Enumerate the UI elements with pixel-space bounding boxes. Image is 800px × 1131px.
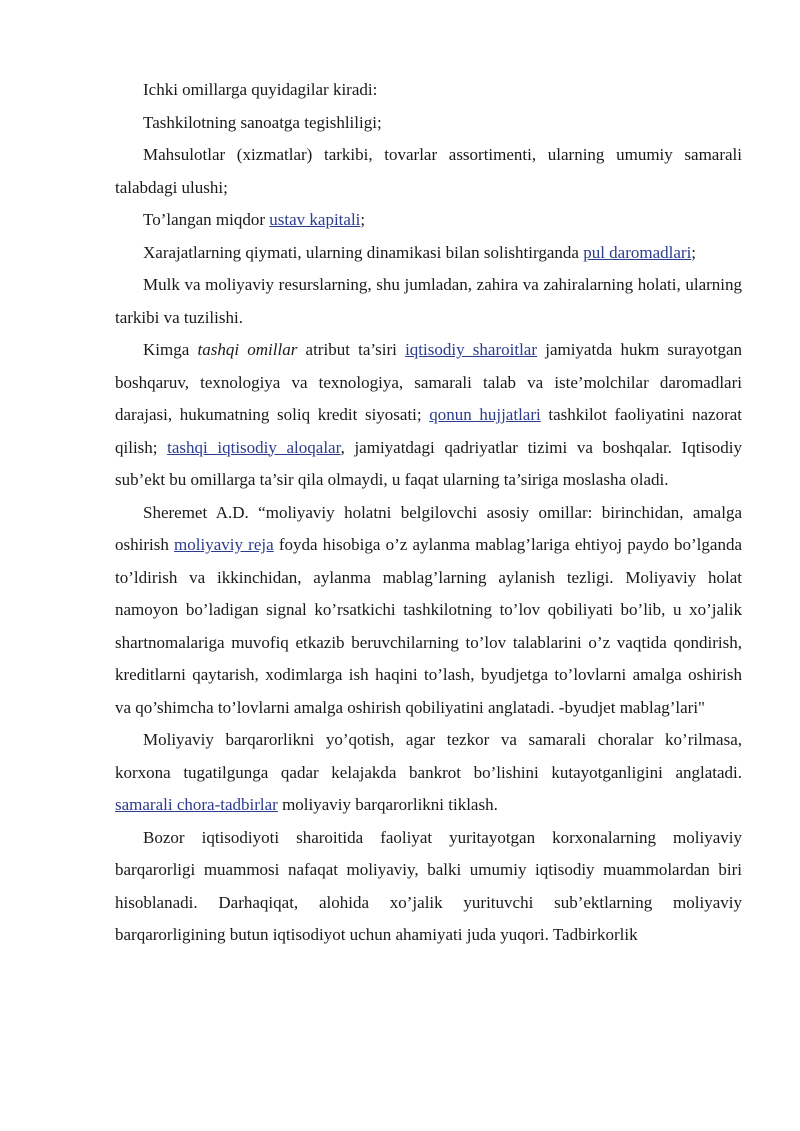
paragraph-products: Mahsulotlar (xizmatlar) tarkibi, tovarlar assortimenti, ularning umumiy samarali talabdagi ulushi;	[115, 145, 742, 197]
paragraph-external-factors	[115, 334, 742, 497]
paragraph-capital	[115, 204, 742, 237]
document-page	[115, 74, 742, 952]
text-segment: ;	[691, 242, 697, 262]
text-segment: jamiyatda hukm surayotgan boshqaruv, texnologiya va texnologiya, samarali talab va iste’molchilar daromadlari darajasi, hukumatning soliq kredit siyosati;	[115, 340, 742, 424]
text-segment: tashkilot faoliyatini nazorat qilish;	[115, 405, 742, 457]
link-iqtisodiy-sharoitlar[interactable]: iqtisodiy sharoitlar	[405, 340, 537, 359]
link-tashqi-iqtisodiy-aloqalar[interactable]: tashqi iqtisodiy aloqalar	[167, 437, 341, 457]
text-segment: Xarajatlarning qiymati, ularning dinamikasi bilan solishtirganda	[143, 242, 584, 262]
paragraph-property: Mulk va moliyaviy resurslarning, shu jumladan, zahira va zahiralarning holati, ularning tarkibi va tuzilishi.	[115, 275, 742, 327]
text-segment: Moliyaviy barqarorlikni yo’qotish, agar tezkor va samarali choralar ko’rilmasa, korxona tugatilgunga qadar kelajakda bankrot bo’lishini kutayotganligini anglatadi.	[115, 730, 742, 782]
text-segment: foyda hisobiga o’z aylanma mablag’lariga ehtiyoj paydo bo’lganda to’ldirish va ikkinchidan, aylanma mablag’larning aylanish tezligi. Moliyaviy holat namoyon bo’ladigan signal ko’rsatkichi tashkilotning to’lov qobiliyati bo’lib, u xo’jalik shartnomalariga muvofiq etkazib beruvchilarning to’lov talablarini o’z vaqtida qondirish, kreditlarni qaytarish, xodimlarga ish haqini to’lash, byudjetga to’lovlarni amalga oshirish va qo’shimcha to’lovlarni amalga oshirish qobiliyatini anglatadi. -byudjet mablag’lari"	[115, 535, 742, 717]
paragraph-market-economy: Bozor iqtisodiyoti sharoitida faoliyat yuritayotgan korxonalarning moliyaviy barqarorligi muammosi nafaqat moliyaviy, balki umumiy iqtisodiy muammolardan biri hisoblanadi. Darhaqiqat, alohida xo’jalik yurituvchi sub’ektlarning moliyaviy barqarorligining butun iqtisodiyot uchun ahamiyati juda yuqori. Tadbirkorlik	[115, 827, 742, 944]
text-segment: ;	[360, 210, 366, 229]
emphasis-external-factors: tashqi omillar	[197, 340, 298, 359]
text-segment: Kimga	[143, 340, 198, 359]
paragraph-internal-factors-intro: Ichki omillarga quyidagilar kiradi:	[143, 80, 378, 99]
paragraph-industry: Tashkilotning sanoatga tegishliligi;	[143, 112, 382, 132]
paragraph-stability-loss	[115, 724, 742, 822]
paragraph-costs	[115, 237, 742, 270]
text-segment: , jamiyatdagi qadriyatlar tizimi va boshqalar. Iqtisodiy sub’ekt bu omillarga ta’sir qila olmaydi, u faqat ularning ta’siriga moslasha oladi.	[115, 437, 743, 489]
link-moliyaviy-reja[interactable]: moliyaviy reja	[174, 535, 274, 554]
text-segment: atribut ta’siri	[297, 340, 406, 359]
text-segment: To’langan miqdor	[143, 210, 270, 229]
link-pul-daromadlari[interactable]: pul daromadlari	[583, 242, 692, 262]
link-qonun-hujjatlari[interactable]: qonun hujjatlari	[429, 405, 541, 424]
link-samarali-chora-tadbirlar[interactable]: samarali chora-tadbirlar	[115, 795, 278, 814]
text-segment: moliyaviy barqarorlikni tiklash.	[277, 795, 498, 814]
link-ustav-kapitali[interactable]: ustav kapitali	[269, 210, 361, 229]
paragraph-sheremet	[115, 497, 742, 725]
text-segment: Sheremet A.D. “moliyaviy holatni belgilovchi asosiy omillar: birinchidan, amalga oshirish	[115, 502, 742, 554]
